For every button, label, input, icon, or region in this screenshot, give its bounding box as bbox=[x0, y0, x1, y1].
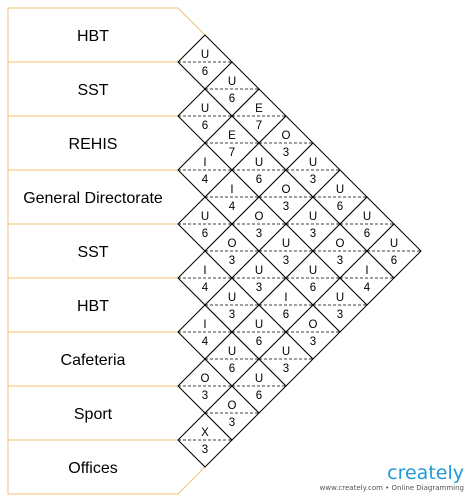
relationship-reason: 3 bbox=[255, 282, 263, 294]
relationship-code: U bbox=[308, 157, 318, 169]
relationship-code: O bbox=[335, 238, 345, 250]
department-label: Cafeteria bbox=[60, 352, 126, 369]
relationship-reason: 6 bbox=[255, 336, 263, 348]
relationship-reason: 3 bbox=[201, 444, 209, 456]
relationship-code: I bbox=[203, 319, 207, 331]
relationship-reason: 3 bbox=[336, 255, 344, 267]
watermark-tagline: www.creately.com • Online Diagramming bbox=[319, 484, 464, 492]
relationship-code: U bbox=[308, 211, 318, 223]
relationship-code: O bbox=[200, 373, 210, 385]
relationship-code: U bbox=[200, 49, 210, 61]
relationship-code: U bbox=[254, 319, 264, 331]
relationship-code: E bbox=[228, 130, 236, 142]
relationship-reason: 6 bbox=[201, 66, 209, 78]
relationship-code: O bbox=[227, 400, 237, 412]
relationship-code: U bbox=[200, 211, 210, 223]
relationship-code: U bbox=[200, 103, 210, 115]
relationship-code: I bbox=[284, 292, 288, 304]
relationship-reason: 6 bbox=[309, 282, 317, 294]
relationship-reason: 3 bbox=[228, 255, 236, 267]
relationship-reason: 3 bbox=[336, 309, 344, 321]
relationship-reason: 7 bbox=[228, 147, 236, 159]
relationship-code: X bbox=[201, 427, 209, 439]
relationship-code: O bbox=[281, 130, 291, 142]
relationship-reason: 6 bbox=[201, 120, 209, 132]
relationship-code: U bbox=[281, 238, 291, 250]
department-label: SST bbox=[77, 244, 109, 261]
relationship-reason: 6 bbox=[363, 228, 371, 240]
relationship-code: U bbox=[362, 211, 372, 223]
relationship-matrix bbox=[178, 35, 421, 467]
relationship-reason: 3 bbox=[282, 255, 290, 267]
department-label: REHIS bbox=[68, 136, 118, 153]
relationship-code: I bbox=[203, 265, 207, 277]
relationship-code: I bbox=[203, 157, 207, 169]
relationship-reason: 6 bbox=[282, 309, 290, 321]
relationship-reason: 3 bbox=[228, 417, 236, 429]
relationship-reason: 3 bbox=[309, 228, 317, 240]
relationship-reason: 3 bbox=[255, 228, 263, 240]
relationship-reason: 7 bbox=[255, 120, 263, 132]
relationship-reason: 4 bbox=[201, 174, 209, 186]
relationship-code: O bbox=[308, 319, 318, 331]
relationship-reason: 4 bbox=[228, 201, 236, 213]
relationship-reason: 6 bbox=[336, 201, 344, 213]
relationship-reason: 4 bbox=[201, 336, 209, 348]
department-labels bbox=[8, 8, 205, 494]
relationship-reason: 6 bbox=[255, 174, 263, 186]
relationship-code: O bbox=[254, 211, 264, 223]
relationship-reason: 3 bbox=[282, 363, 290, 375]
relationship-reason: 6 bbox=[201, 228, 209, 240]
department-label: HBT bbox=[77, 298, 109, 315]
relationship-code: I bbox=[365, 265, 369, 277]
relationship-code: U bbox=[227, 76, 237, 88]
relationship-code: I bbox=[230, 184, 234, 196]
relationship-code: U bbox=[389, 238, 399, 250]
watermark-brand: creately bbox=[387, 462, 464, 484]
relationship-code: U bbox=[254, 373, 264, 385]
relationship-code: E bbox=[255, 103, 263, 115]
relationship-code: U bbox=[308, 265, 318, 277]
relationship-reason: 3 bbox=[201, 390, 209, 402]
relationship-reason: 3 bbox=[309, 336, 317, 348]
relationship-reason: 6 bbox=[255, 390, 263, 402]
relationship-code: U bbox=[227, 346, 237, 358]
relationship-code: U bbox=[335, 184, 345, 196]
relationship-reason: 6 bbox=[390, 255, 398, 267]
relationship-code: O bbox=[281, 184, 291, 196]
department-label: Sport bbox=[73, 406, 113, 423]
relationship-reason: 3 bbox=[282, 201, 290, 213]
relationship-reason: 4 bbox=[363, 282, 371, 294]
relationship-reason: 3 bbox=[228, 309, 236, 321]
relationship-reason: 3 bbox=[309, 174, 317, 186]
relationship-code: O bbox=[227, 238, 237, 250]
department-label: SST bbox=[77, 82, 109, 99]
watermark bbox=[320, 462, 464, 492]
relationship-reason: 6 bbox=[228, 93, 236, 105]
relationship-reason: 6 bbox=[228, 363, 236, 375]
department-label: General Directorate bbox=[23, 190, 163, 207]
relationship-reason: 3 bbox=[282, 147, 290, 159]
relationship-code: U bbox=[227, 292, 237, 304]
relationship-reason: 4 bbox=[201, 282, 209, 294]
department-label: HBT bbox=[77, 28, 109, 45]
relationship-code: U bbox=[254, 265, 264, 277]
department-label: Offices bbox=[68, 460, 118, 477]
relationship-code: U bbox=[335, 292, 345, 304]
relationship-code: U bbox=[281, 346, 291, 358]
relationship-code: U bbox=[254, 157, 264, 169]
